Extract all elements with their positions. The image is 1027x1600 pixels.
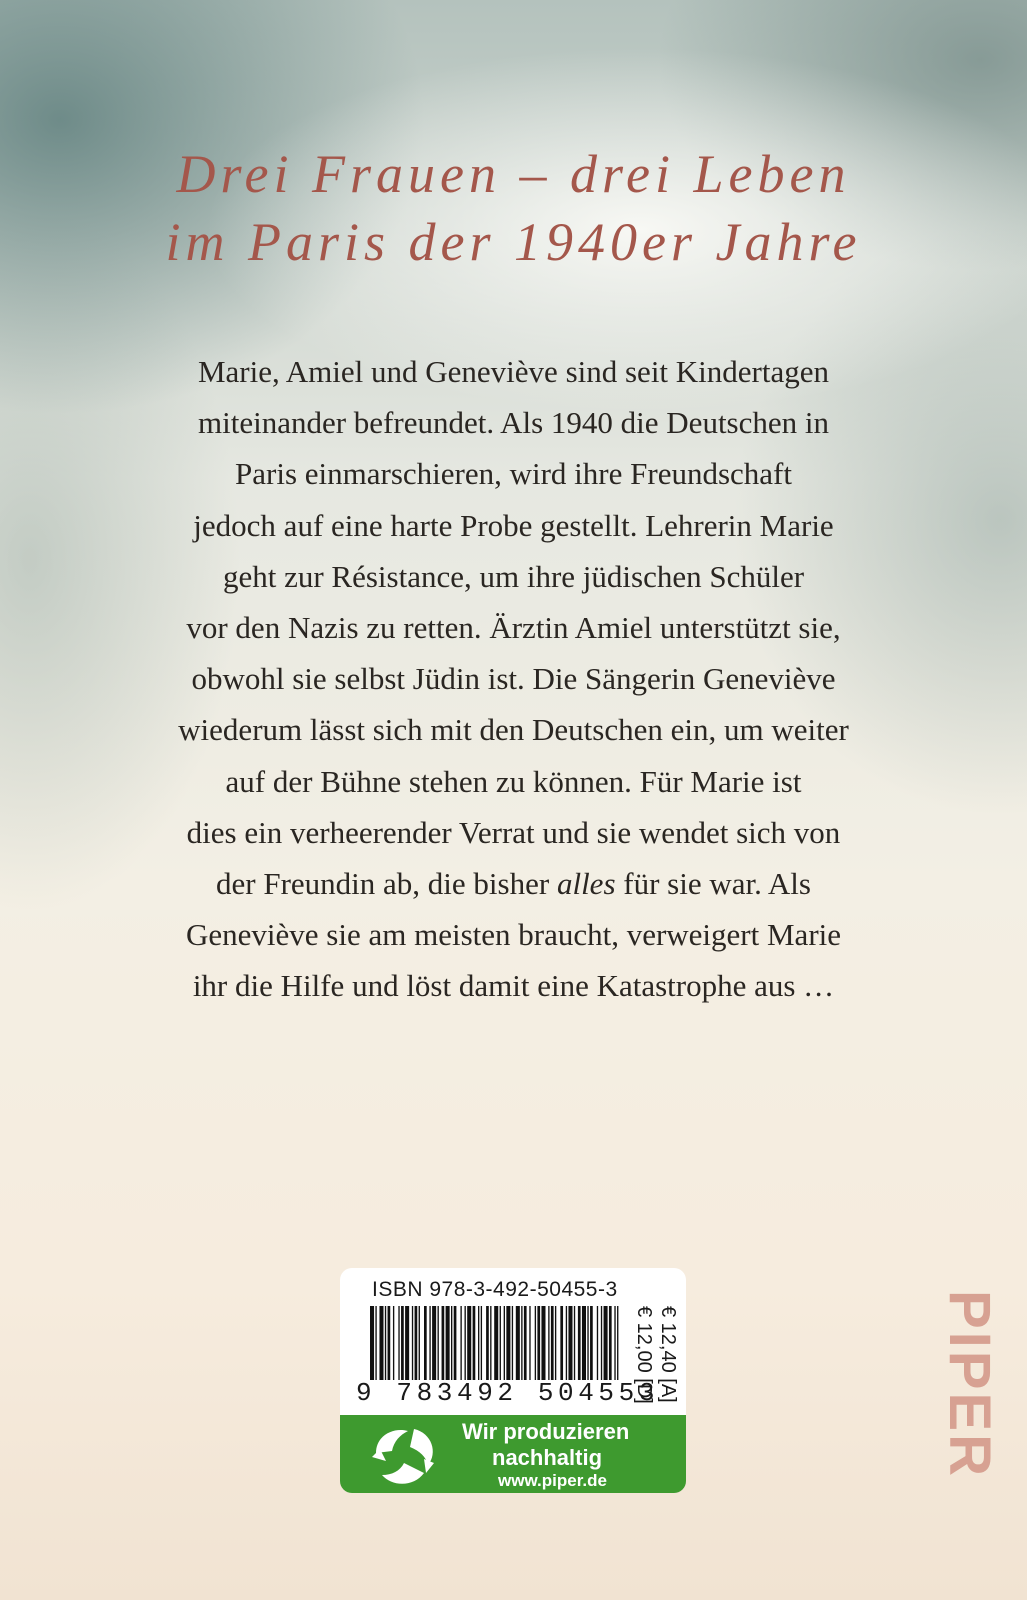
barcode-bar (590, 1306, 593, 1380)
blurb-line: wiederum lässt sich mit den Deutschen ein, um weiter (178, 712, 849, 748)
barcode-bar (375, 1306, 376, 1380)
barcode-bar (424, 1306, 427, 1380)
barcode-bar (460, 1306, 461, 1380)
blurb-line: Paris einmarschieren, wird ihre Freundschaft (235, 456, 792, 492)
blurb-line: ihr die Hilfe und löst damit eine Katastrophe aus … (192, 968, 835, 1004)
barcode-bar (454, 1306, 457, 1380)
barcode-bar (490, 1306, 491, 1380)
barcode-bar (548, 1306, 549, 1380)
barcode-bar (597, 1306, 598, 1380)
price-austria: € 12,40 [A] (657, 1306, 679, 1403)
barcode-bar (478, 1306, 479, 1380)
barcode-bar (578, 1306, 581, 1380)
barcode-bars (370, 1306, 622, 1380)
barcode-bar (568, 1306, 572, 1380)
blurb-line: vor den Nazis zu retten. Ärztin Amiel unterstützt sie, (186, 610, 841, 646)
blurb-line: auf der Bühne stehen zu können. Für Marie ist (225, 763, 802, 799)
barcode-bar (412, 1306, 413, 1380)
barcode-bar (512, 1306, 513, 1380)
blurb-emphasis: alles (556, 866, 616, 902)
barcode-bar (609, 1306, 612, 1380)
publisher-url: www.piper.de (498, 1471, 607, 1490)
barcode-bar (500, 1306, 501, 1380)
barcode-bar (574, 1306, 575, 1380)
barcode-bar (529, 1306, 530, 1380)
barcode-bar (467, 1306, 471, 1380)
barcode-bar (446, 1306, 450, 1380)
barcode-bar (473, 1306, 476, 1380)
barcode-bar (587, 1306, 588, 1380)
price-germany: € 12,00 [D] (633, 1306, 655, 1404)
barcode-bar (465, 1306, 466, 1380)
badge-line: nachhaltig (492, 1445, 603, 1470)
blurb-line: geht zur Résistance, um ihre jüdischen Schüler (222, 558, 805, 594)
barcode-bar (524, 1306, 527, 1380)
sustainability-badge (340, 1415, 686, 1493)
barcode-bar (429, 1306, 430, 1380)
publisher-logo: PIPER (937, 1290, 1002, 1480)
barcode-bar (486, 1306, 489, 1380)
barcode-bar (401, 1306, 404, 1380)
isbn-number: ISBN 978-3-492-50455-3 (372, 1278, 618, 1301)
blurb-line: dies ein verheerender Verrat und sie wendet sich von (186, 814, 841, 850)
barcode-bar (442, 1306, 445, 1380)
barcode-bar (617, 1306, 618, 1380)
barcode-bar (566, 1306, 567, 1380)
badge-line: Wir produzieren (462, 1419, 630, 1444)
barcode-bar (379, 1306, 383, 1380)
barcode-bar (388, 1306, 391, 1380)
barcode-bar (393, 1306, 394, 1380)
blurb-line: miteinander befreundet. Als 1940 die Deutschen in (197, 405, 830, 441)
blurb-line: Marie, Amiel und Geneviève sind seit Kindertagen (197, 354, 830, 389)
barcode-bar (481, 1306, 482, 1380)
blurb-segment: für sie war. Als (615, 866, 811, 902)
tagline (0, 140, 1027, 276)
blurb-text (80, 346, 947, 1012)
barcode-bar (385, 1306, 386, 1380)
barcode-bar (516, 1306, 520, 1380)
barcode-bar (521, 1306, 522, 1380)
barcode-bar (494, 1306, 498, 1380)
barcode-bar (370, 1306, 374, 1380)
ean-digits: 9 783492 504553 (356, 1378, 660, 1408)
blurb-line (80, 858, 947, 909)
barcode-bar (604, 1306, 608, 1380)
barcode-bar (504, 1306, 505, 1380)
barcode-bar (601, 1306, 602, 1380)
barcode-bar (438, 1306, 439, 1380)
barcode-bar (405, 1306, 409, 1380)
barcode-label (340, 1268, 686, 1415)
barcode-bar (415, 1306, 418, 1380)
barcode-bar (560, 1306, 563, 1380)
barcode-bar (541, 1306, 545, 1380)
recycle-leaves-icon (366, 1423, 440, 1487)
barcode-bar (398, 1306, 399, 1380)
blurb-line: obwohl sie selbst Jüdin ist. Die Sängerin Geneviève (191, 661, 836, 697)
barcode-bar (451, 1306, 452, 1380)
tagline-line: im Paris der 1940er Jahre (165, 212, 862, 272)
barcode-bar (582, 1306, 586, 1380)
tagline-line: Drei Frauen – drei Leben (176, 144, 851, 204)
barcode-bar (535, 1306, 536, 1380)
blurb-segment: der Freundin ab, die bisher (216, 866, 557, 902)
barcode-bar (551, 1306, 554, 1380)
barcode-bar (555, 1306, 556, 1380)
barcode-bar (432, 1306, 436, 1380)
barcode-bar (537, 1306, 540, 1380)
blurb-line: Geneviève sie am meisten braucht, verweigert Marie (185, 917, 842, 953)
barcode-bar (506, 1306, 510, 1380)
barcode-bar (419, 1306, 420, 1380)
blurb-line: jedoch auf eine harte Probe gestellt. Lehrerin Marie (193, 507, 834, 543)
barcode-bar (614, 1306, 615, 1380)
